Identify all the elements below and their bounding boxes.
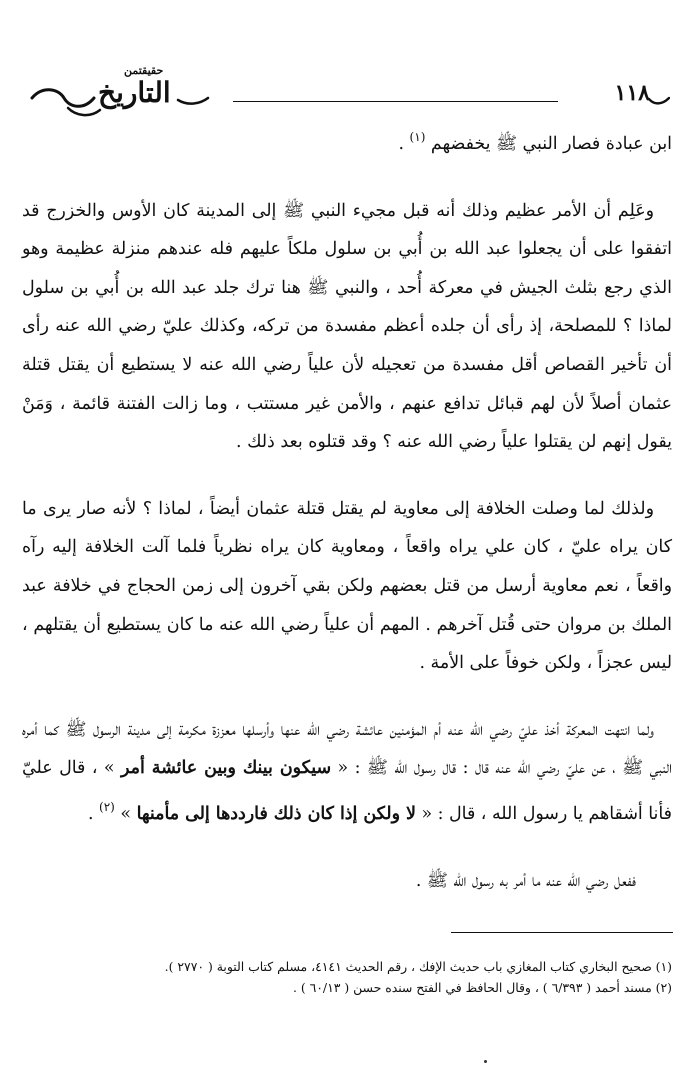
page-number: ١١٨	[614, 80, 650, 106]
running-title-sub: حقيقتمن	[124, 64, 164, 77]
footnote-ref-2[interactable]: (٢)	[99, 799, 115, 814]
running-title-block	[28, 58, 228, 122]
footnote-ref-1[interactable]: (١)	[409, 130, 426, 144]
hadith-quote-2: لا ولكن إذا كان ذلك فارددها إلى مأمنها	[136, 803, 416, 824]
quote-close: »	[120, 803, 137, 824]
header-rule	[233, 101, 558, 102]
main-text	[22, 118, 672, 900]
footnote-1: (١) صحيح البخاري كتاب المغازي باب حديث الإفك ، رقم الحديث ٤١٤١، مسلم كتاب التوبة ( ٢٧٧٠ ).	[164, 959, 672, 974]
footnote-rule	[451, 932, 673, 933]
paragraph-4	[22, 711, 672, 834]
paragraph-2-text: وعَلِم أن الأمر عظيم وذلك أنه قبل مجيء النبي ﷺ إلى المدينة كان الأوس والخزرج قد اتفقوا على أن يجعلوا عبد الله بن أُبي بن سلول ملكاً عليهم فله عندهم منزلة عظيمة وهو الذي رجع بثلث الجيش في معركة أُحد ، والنبي ﷺ هنا ترك جلد عبد الله بن أُبي بن سلول لماذا ؟ للمصلحة، إذ رأى أن جلده أعظم مفسدة من تركه، وكذلك عليّ رضي الله عنه رأى أن تأخير القصاص أقل مفسدة من تعجيله لأن علياً رضي الله عنه لا يستطيع أن يقتل قتلة عثمان أصلاً لأن لهم قبائل تدافع عنهم ، والأمن غير مستتب ، وما زالت الفتنة قائمة ، وَمَنْ يقول إنهم لن يقتلوا علياً رضي الله عنه ؟ وقد قتلوه بعد ذلك .	[22, 200, 672, 453]
paragraph-1-end: .	[398, 134, 405, 154]
paragraph-1-text: ابن عبادة فصار النبي ﷺ يخفضهم	[430, 134, 672, 154]
footnotes	[28, 956, 672, 998]
paragraph-2	[22, 192, 672, 462]
footnote-2: (٢) مسند أحمد ( ٦/٣٩٣ ) ، وقال الحافظ في الفتح سنده حسن ( ٦٠/١٣ ) .	[292, 980, 672, 995]
paragraph-5	[22, 862, 672, 901]
page-mark-dot	[484, 1060, 487, 1063]
paragraph-3-text: ولذلك لما وصلت الخلافة إلى معاوية لم يقتل قتلة عثمان أيضاً ، لماذا ؟ لأنه صار يرى ما كان يراه عليّ ، كان علي يراه واقعاً ، ومعاوية كان يراه نظرياً فلما آلت الخلافة إليه رآه واقعاً ، نعم معاوية أرسل من قتل بعضهم ولكن بقي آخرون إلى زمن الحجاج في خلافة عبد الملك بن مروان حتى قُتل آخرهم . المهم أن علياً رضي الله عنه ما كان يستطيع أن يقتلهم ، ليس عجزاً ، ولكن خوفاً على الأمة .	[22, 498, 672, 674]
hadith-quote-1: سيكون بينك وبين عائشة أمر	[121, 758, 332, 779]
paragraph-1	[22, 118, 672, 164]
paragraph-4-end: .	[87, 803, 94, 824]
running-title: التاريخ	[98, 76, 171, 109]
paragraph-4-middle: » ، قال عليّ فأنا أشقاهم يا رسول الله ، قال : «	[22, 758, 672, 824]
page-header	[28, 58, 670, 122]
flourish-icon	[648, 96, 670, 106]
paragraph-5-text: ففعل رضي الله عنه ما أمر به رسول الله ﷺ .	[415, 870, 636, 891]
paragraph-3	[22, 490, 672, 683]
paragraph-4-text: ولما انتهت المعركة أخذ عليّ رضي الله عنه أم المؤمنين عائشة رضي الله عنها وأرسلها معززة مكرمة إلى مدينة الرسول ﷺ كما أمره النبي ﷺ ، عن عليّ رضي الله عنه قال : قال رسول الله ﷺ : «	[22, 719, 672, 779]
